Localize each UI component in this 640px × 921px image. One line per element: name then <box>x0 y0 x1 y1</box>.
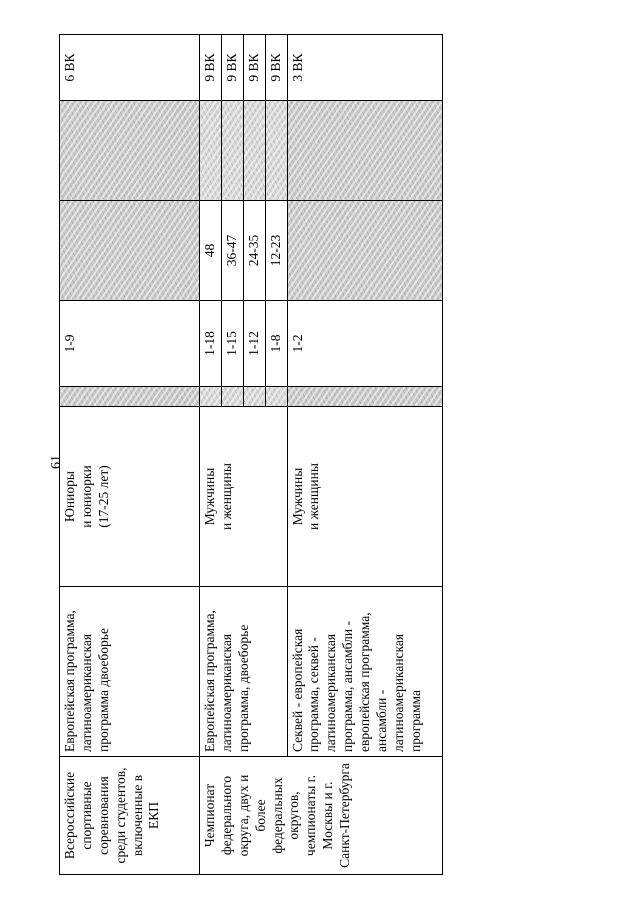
qualification-table <box>59 34 443 875</box>
shaded-cell <box>60 101 200 201</box>
qualification-table-rotated <box>59 35 434 875</box>
places-cell: 1-2 <box>287 301 442 387</box>
places-subcell: 1-15 <box>221 301 243 387</box>
program-cell: Европейская программа, латиноамериканская программа двоеборье <box>60 587 200 757</box>
table-row-chempionat-a1 <box>200 35 222 875</box>
places-cell: 1-9 <box>60 301 200 387</box>
rank-subcell: 9 ВК <box>221 35 243 101</box>
program-cell: Секвей - европейская программа, секвей - латиноамериканская программа, ансамбли - европейская программа, ансамбли - латиноамериканская программа <box>287 587 442 757</box>
program-cell: Европейская программа, латиноамериканская программа, двоеборье <box>200 587 288 757</box>
age-group-cell: Юниоры и юниорки (17-25 лет) <box>60 407 200 587</box>
shaded-cell <box>287 387 442 407</box>
shaded-cell <box>265 101 287 201</box>
rank-subcell: 9 ВК <box>265 35 287 101</box>
shaded-cell <box>60 387 200 407</box>
rank-subcell: 9 ВК <box>243 35 265 101</box>
gender-group-cell: Мужчины и женщины <box>287 407 442 587</box>
competition-cell: Всероссийские спортивные соревнования среди студентов, включенные в ЕКП <box>60 757 200 875</box>
shaded-cell <box>221 387 243 407</box>
shaded-cell <box>200 387 222 407</box>
shaded-cell <box>221 101 243 201</box>
participants-subcell: 36-47 <box>221 201 243 301</box>
gender-group-cell: Мужчины и женщины <box>200 407 288 587</box>
rank-cell: 6 ВК <box>60 35 200 101</box>
table-row-chempionat-b <box>287 35 442 875</box>
participants-subcell: 12-23 <box>265 201 287 301</box>
shaded-cell <box>265 387 287 407</box>
places-subcell: 1-8 <box>265 301 287 387</box>
rank-subcell: 9 ВК <box>200 35 222 101</box>
shaded-cell <box>200 101 222 201</box>
places-subcell: 1-18 <box>200 301 222 387</box>
participants-subcell: 48 <box>200 201 222 301</box>
places-subcell: 1-12 <box>243 301 265 387</box>
shaded-cell <box>243 101 265 201</box>
shaded-cell <box>287 201 442 301</box>
table-row-vserossiyskie <box>60 35 200 875</box>
shaded-cell <box>60 201 200 301</box>
page-number: 61 <box>49 455 64 469</box>
participants-subcell: 24-35 <box>243 201 265 301</box>
rank-cell: 3 ВК <box>287 35 442 101</box>
shaded-cell <box>243 387 265 407</box>
competition-cell: Чемпионат федерального округа, двух и более федеральных округов, чемпионаты г. Москвы и г. Санкт-Петербурга <box>200 757 443 875</box>
shaded-cell <box>287 101 442 201</box>
